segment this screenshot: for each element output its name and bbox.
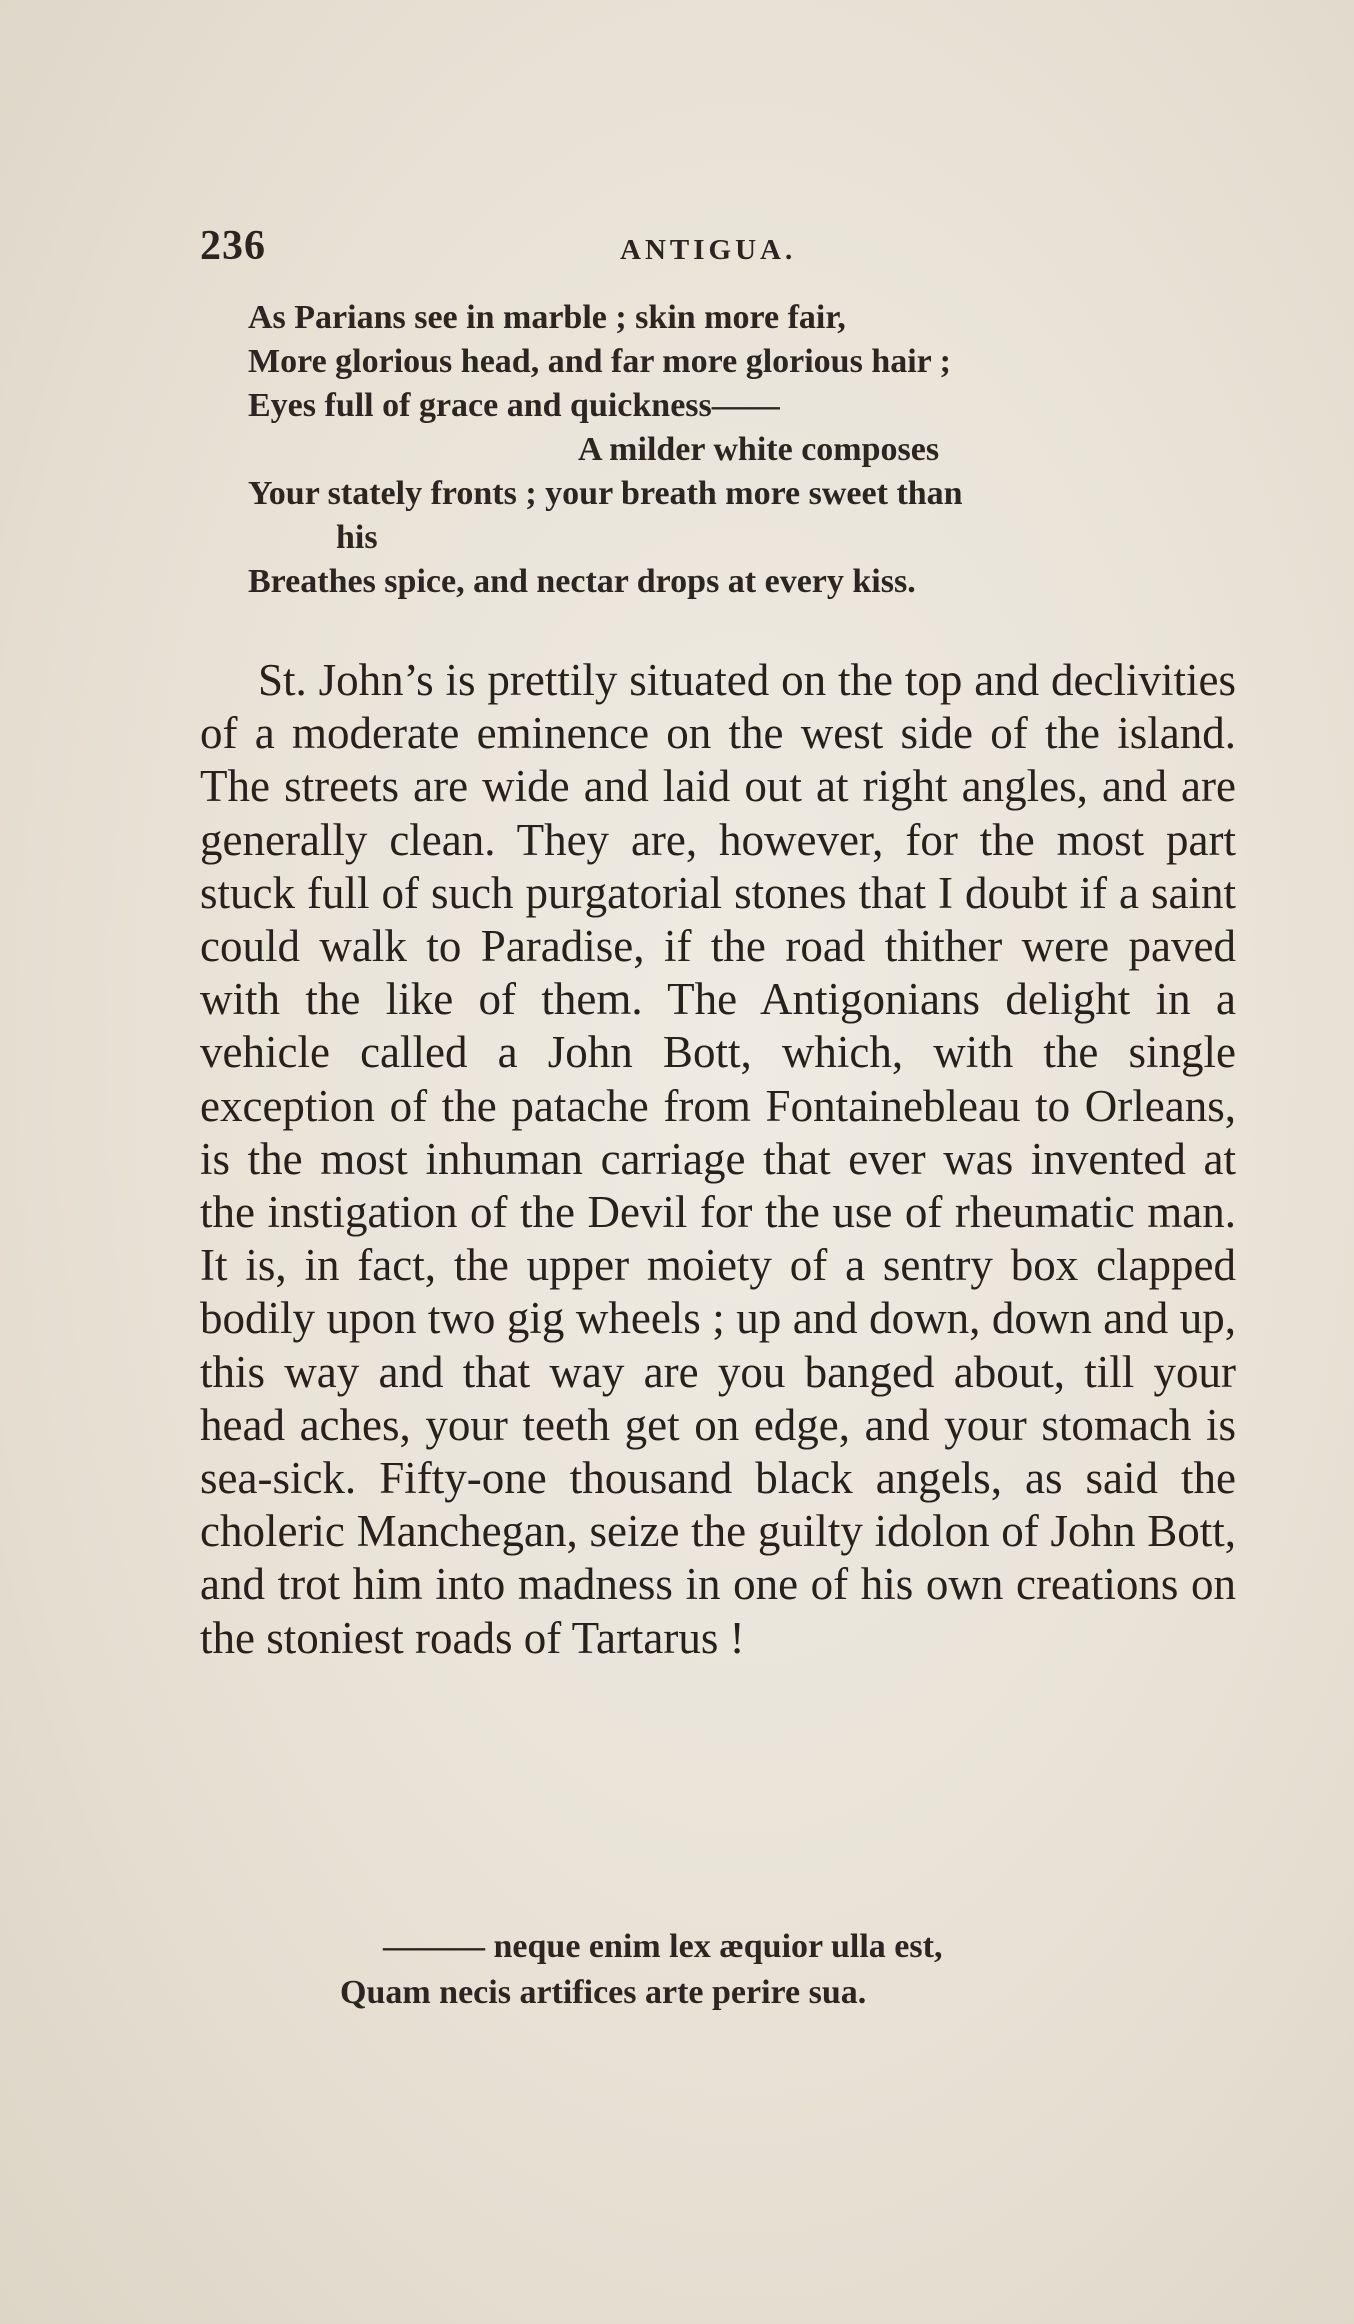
quote-line: ——— neque enim lex æquior ulla est, [383, 1928, 943, 1965]
page-header [200, 222, 1230, 282]
verse-line: his [336, 519, 378, 556]
body-paragraph: St. John’s is prettily situated on the top and declivities of a moderate eminence on the west side of the island. The streets are wide and laid out at right angles, and are generally clean. They are, however, for the most part stuck full of such purgatorial stones that I doubt if a saint could walk to Paradise, if the road thither were paved with the like of them. The Antigonians delight in a vehicle called a John Bott, which, with the single exception of the patache from Fontainebleau to Orleans, is the most inhuman carriage that ever was invented at the instigation of the Devil for the use of rheumatic man. It is, in fact, the upper moiety of a sentry box clapped bodily upon two gig wheels ; up and down, down and up, this way and that way are you banged about, till your head aches, your teeth get on edge, and your stomach is sea-sick. Fifty-one thousand black angels, as said the choleric Manchegan, seize the guilty idolon of John Bott, and trot him into madness in one of his own creations on the stoniest roads of Tartarus ! [200, 655, 1236, 1663]
quote-line: Quam necis artifices arte perire sua. [340, 1974, 867, 2011]
verse-line: Your stately fronts ; your breath more sweet than [248, 475, 963, 512]
verse-line: Breathes spice, and nectar drops at every kiss. [248, 563, 916, 600]
latin-quotation [340, 1924, 1240, 2016]
verse-block [248, 296, 1248, 604]
verse-line: As Parians see in marble ; skin more fair, [248, 299, 846, 336]
page-number: 236 [200, 223, 266, 269]
verse-line: A milder white composes [578, 431, 940, 468]
verse-line: Eyes full of grace and quickness—— [248, 387, 780, 424]
verse-line: More glorious head, and far more glorious hair ; [248, 343, 951, 380]
running-head: ANTIGUA. [620, 234, 797, 266]
